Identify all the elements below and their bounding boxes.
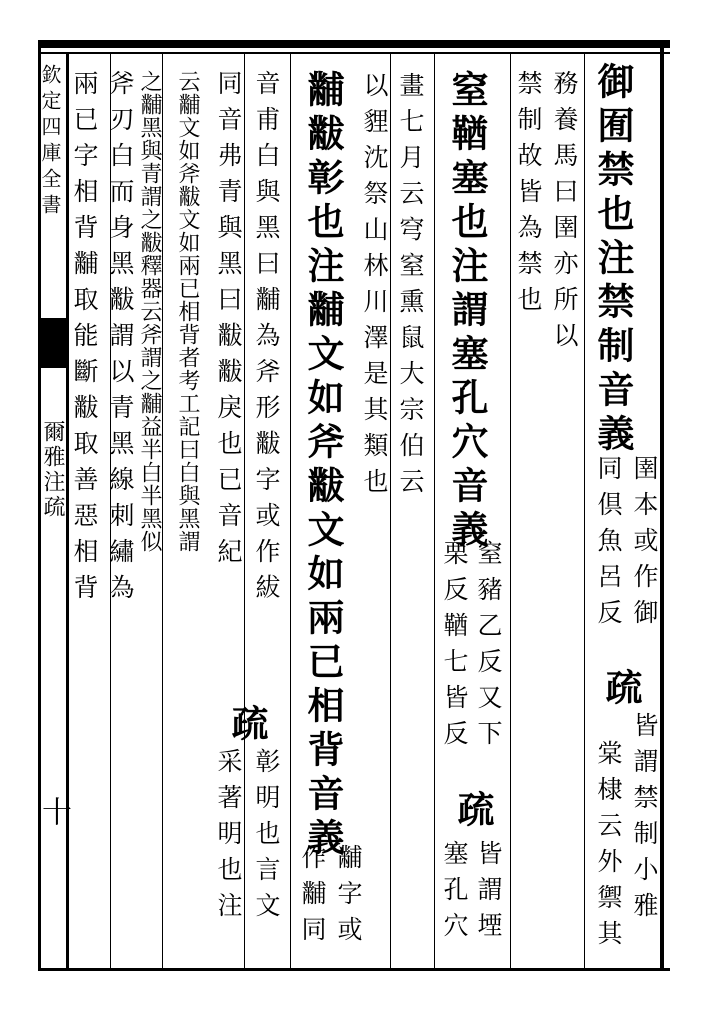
headword-text: 窒鞧塞也注 — [445, 70, 489, 290]
column-rule — [244, 54, 245, 968]
annotation-line: 圉本或作御 — [630, 455, 659, 635]
right-border — [660, 40, 664, 971]
annotation-line: 皆謂禁制小雅 — [630, 712, 659, 928]
annotation-line: 塞孔穴 — [440, 840, 469, 948]
annotation-line: 兩已字相背黼取能斷黻取善惡相背 — [70, 70, 99, 610]
annotation-line: 同音弗青與黑曰黻黻戾也已音紀 — [214, 70, 243, 574]
shu-marker: 疏 — [599, 668, 643, 712]
annotation-line: 作黼同 — [298, 844, 327, 952]
margin-divider — [66, 54, 69, 968]
annotation-line: 同倶魚呂反 — [594, 455, 623, 635]
annotation-line: 畫七月云穹窒熏鼠大宗伯云 — [396, 72, 425, 504]
annotation-line: 皆謂堙 — [474, 840, 503, 948]
headword-text: 黼黻彰也注 — [301, 70, 345, 290]
column-rule — [390, 54, 391, 968]
column-rule — [434, 54, 435, 968]
annotation-line: 音甫白與黑曰黼為斧形黻字或作紱 — [252, 70, 281, 610]
annotation-line: 棠棣云外禦其 — [594, 740, 623, 956]
section-title: 爾雅注疏 — [40, 420, 65, 520]
annotation-line: 窒豬乙反又下 — [474, 540, 503, 756]
annotation-line: 栗反鞧七皆反 — [440, 540, 469, 756]
margin-block — [38, 318, 68, 368]
top-border — [38, 40, 670, 48]
column-rule — [162, 54, 163, 968]
shu-marker: 疏 — [451, 790, 495, 834]
commentary-text: 黼文如斧黻文如兩已相背音義 — [301, 290, 345, 862]
column-rule — [290, 54, 291, 968]
annotation-line: 之黼黑與青謂之黻釋器云斧謂之黼益半白半黑似 — [137, 70, 162, 553]
column-rule — [584, 54, 585, 968]
leaf-number: 十 — [36, 796, 71, 826]
annotation-line: 斧刃白而身黑黻謂以青黑線刺繡為 — [106, 70, 135, 610]
annotation-line: 務養馬曰圉亦所以 — [550, 70, 579, 358]
annotation-line: 黼字或 — [334, 844, 363, 952]
entry-column — [301, 70, 345, 862]
commentary-text: 禁制音義 — [591, 282, 635, 458]
annotation-line: 禁制故皆為禁也 — [514, 70, 543, 322]
column-rule — [510, 54, 511, 968]
headword-text: 御囿禁也注 — [591, 62, 635, 282]
bottom-border — [38, 968, 670, 971]
entry-column — [591, 62, 635, 458]
shu-marker: 疏 — [225, 704, 269, 748]
annotation-line: 以貍沈祭山林川澤是其類也 — [360, 72, 389, 504]
book-title: 欽定四庫全書 — [38, 64, 62, 220]
annotation-line: 云黼文如斧黻文如兩已相背者考工記曰白與黑謂 — [175, 70, 200, 553]
entry-column — [445, 70, 489, 554]
annotation-line: 采著明也注 — [214, 748, 243, 928]
annotation-line: 彰明也言文 — [252, 748, 281, 928]
top-border-inner — [38, 52, 670, 54]
commentary-text: 謂塞孔穴音義 — [445, 290, 489, 554]
